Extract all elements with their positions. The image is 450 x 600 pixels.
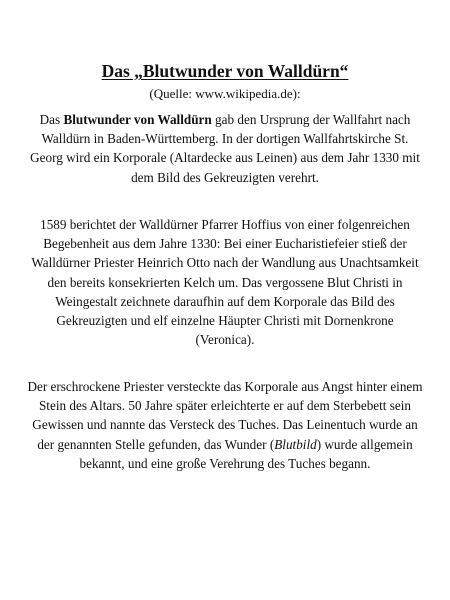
document-title: Das „Blutwunder von Walldürn“: [101, 61, 349, 81]
source-note: (Quelle: www.wikipedia.de):: [149, 86, 301, 101]
paragraph-aftermath-prefix: Der erschrockene Priester versteckte das Korporale aus Angst hinter einem Stein des Altars. 50 Jahre später erleichterte er auf dem Sterbebett sein Gewissen und nannte das Versteck des Tuches. Das Leinentuch wurde an der genannten Stelle gefunden, das Wunder (: [27, 379, 423, 452]
paragraph-history: 1589 berichtet der Walldürner Pfarrer Hoffius von einer folgenreichen Begebenheit aus dem Jahre 1330: Bei einer Eucharistiefeier stieß der Walldürner Priester Heinrich Otto nach der Wandlung aus Unachtsamkeit den bereits konsekrierten Kelch um. Das vergossene Blut Christi in Weingestalt zeichnete daraufhin auf dem Korporale das Bild des Gekreuzigten und elf einzelne Häupter Christi mit Dornenkrone (Veronica).: [31, 217, 419, 348]
paragraph-intro-bold: Blutwunder von Walldürn: [63, 112, 212, 127]
paragraph-aftermath: [27, 377, 423, 473]
paragraph-intro: [27, 110, 423, 187]
paragraph-intro-prefix: Das: [39, 112, 64, 127]
paragraph-aftermath-suffix: ) wurde allgemein bekannt, und eine große Verehrung des Tuches begann.: [79, 436, 413, 471]
paragraph-aftermath-italic: Blutbild: [274, 436, 317, 452]
paragraph-intro-suffix: gab den Ursprung der Wallfahrt nach Walldürn in Baden-Württemberg. In der dortigen Wallfahrtskirche St. Georg wird ein Korporale (Altardecke aus Leinen) aus dem Jahr 1330 mit dem Bild des Gekreuzigten verehrt.: [30, 112, 420, 185]
